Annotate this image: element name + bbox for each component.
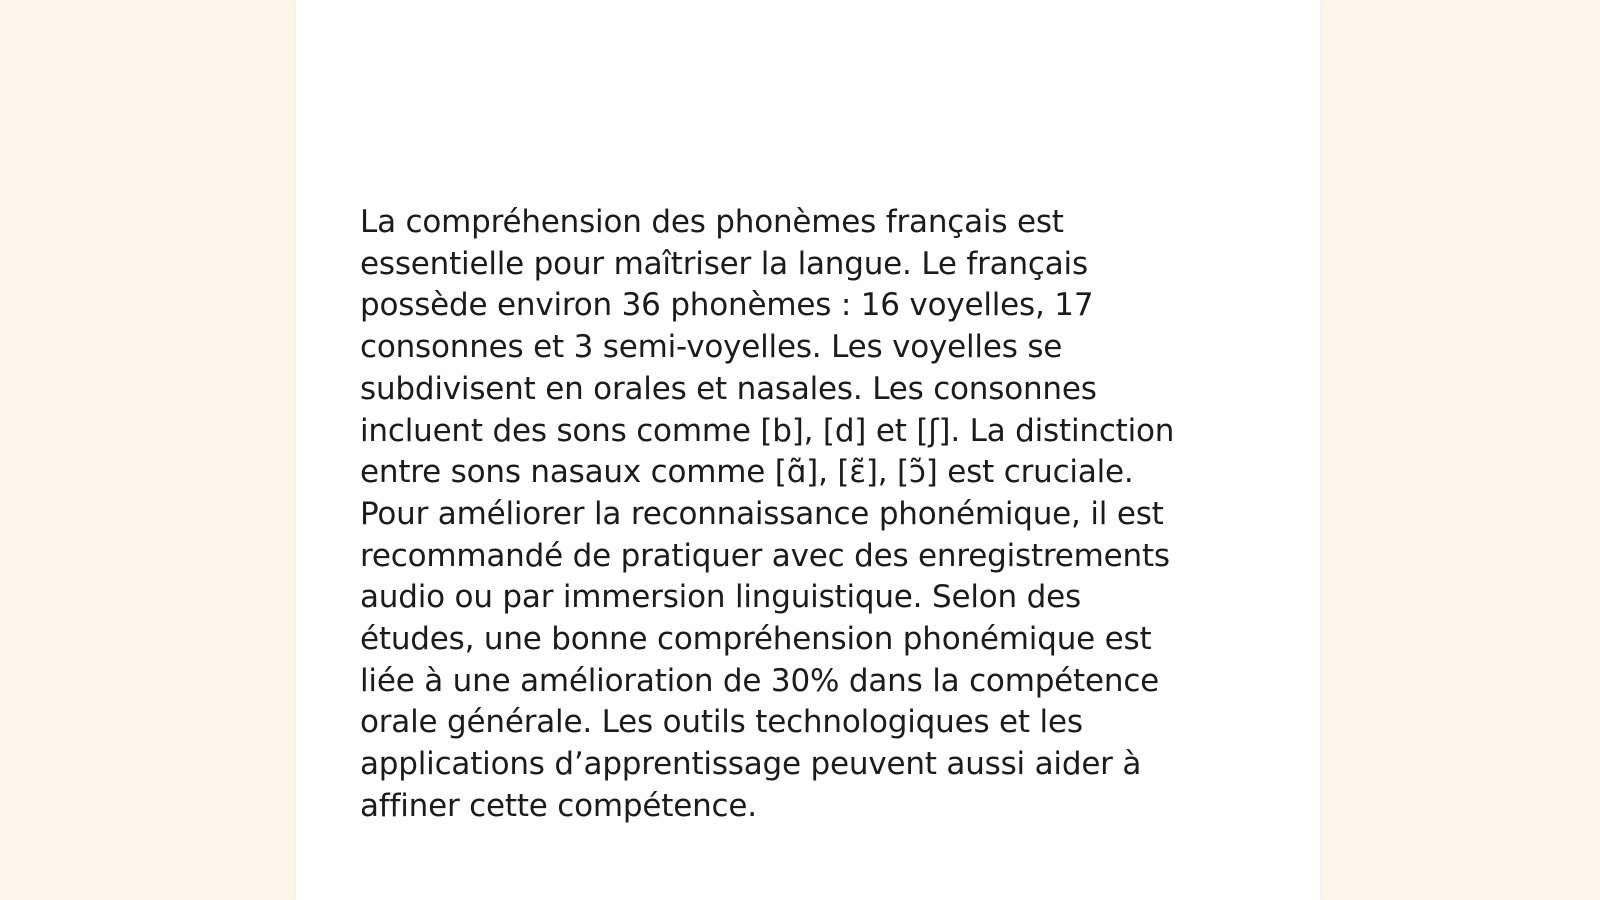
paragraph-line: subdivisent en orales et nasales. Les consonnes [360, 370, 1097, 407]
paragraph-line: recommandé de pratiquer avec des enregistrements [360, 537, 1170, 574]
document-page [296, 0, 1320, 900]
paragraph-line: Pour améliorer la reconnaissance phonémique, il est [360, 495, 1164, 532]
paragraph-line: affiner cette compétence. [360, 787, 757, 824]
paragraph-line: incluent des sons comme [b], [d] et [ʃ]. La distinction [360, 412, 1175, 449]
paragraph-line: essentielle pour maîtriser la langue. Le français [360, 245, 1088, 282]
paragraph-line: consonnes et 3 semi-voyelles. Les voyelles se [360, 329, 1063, 366]
paragraph-line: La compréhension des phonèmes français est [360, 204, 1064, 240]
paragraph-line: orale générale. Les outils technologiques et les [360, 704, 1083, 741]
paragraph-line: audio ou par immersion linguistique. Selon des [360, 579, 1081, 616]
paragraph-line: études, une bonne compréhension phonémique est [360, 621, 1152, 658]
paragraph-line: possède environ 36 phonèmes : 16 voyelles, 17 [360, 287, 1094, 324]
paragraph-line: liée à une amélioration de 30% dans la compétence [360, 662, 1160, 699]
paragraph-line: applications d’apprentissage peuvent aussi aider à [360, 746, 1142, 783]
body-paragraph [360, 202, 1240, 828]
paragraph-line: entre sons nasaux comme [ɑ̃], [ɛ̃], [ɔ̃] est cruciale. [360, 454, 1134, 491]
